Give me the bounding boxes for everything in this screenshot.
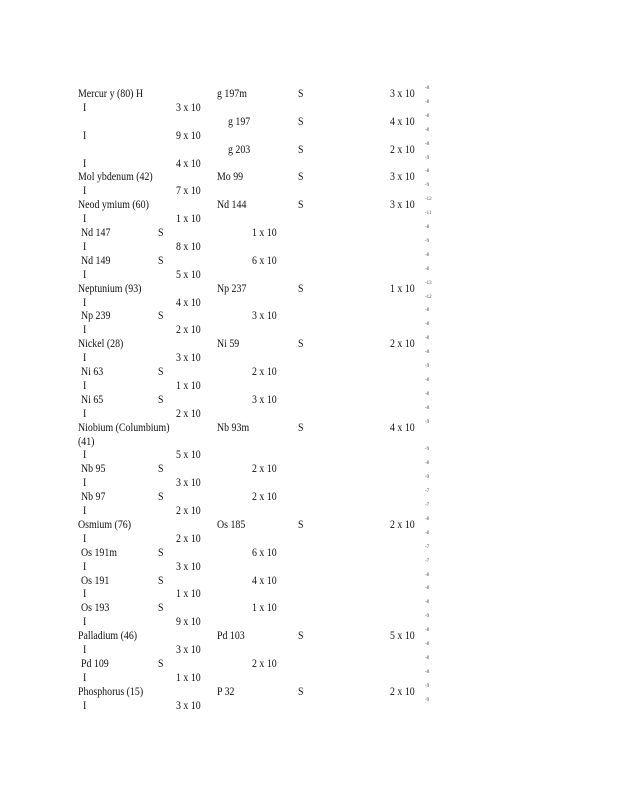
classification-symbol: S [158,310,164,323]
exponent-label: -9 [425,475,430,481]
exponent-label: -8 [425,530,430,536]
value-cell: 4 x 10 [252,574,277,587]
classification-symbol: S [158,463,164,476]
value-cell: 3 x 10 [176,560,201,573]
index-marker: I [83,407,87,420]
isotope-label: Os 191 [81,574,110,587]
index-marker: I [83,532,87,545]
value-cell: 9 x 10 [176,129,201,142]
isotope-label: Nd 149 [81,254,111,267]
index-marker: I [83,129,87,142]
value-cell: 3 x 10 [252,393,277,406]
exponent-label: -8 [425,586,430,592]
value-cell: 5 x 10 [176,268,201,281]
exponent-label: -12 [425,294,432,300]
isotope-label: Nb 97 [81,491,106,504]
exponent-label: -7 [425,503,430,508]
element-label: (41) [78,435,95,448]
isotope-label: P 32 [217,685,235,698]
isotope-label: Pd 103 [217,630,245,643]
exponent-label: -9 [425,447,430,453]
index-marker: I [83,560,87,573]
exponent-label: -8 [425,322,430,328]
index-marker: I [83,505,87,517]
value-cell: 4 x 10 [176,157,201,170]
classification-symbol: S [158,227,164,239]
classification-symbol: S [298,115,304,128]
value-cell: 2 x 10 [176,505,201,517]
exponent-label: -9 [425,683,430,689]
index-marker: I [83,185,87,198]
value-cell: 2 x 10 [252,366,277,378]
element-label: Osmium (76) [78,518,132,531]
exponent-label: -9 [425,419,430,425]
value-cell: 3 x 10 [390,88,415,100]
exponent-label: -8 [425,127,430,133]
index-marker: I [83,644,87,656]
exponent-label: -9 [425,183,430,189]
classification-symbol: S [298,338,304,351]
isotope-label: Nd 147 [81,227,111,239]
value-cell: 1 x 10 [176,588,201,601]
exponent-label: -8 [425,572,430,578]
exponent-label: -8 [425,252,430,258]
index-marker: I [83,240,87,253]
exponent-label: -8 [425,336,430,342]
value-cell: 7 x 10 [176,185,201,198]
isotope-label: g 203 [228,143,251,156]
element-label: Mercur y (80) H [78,88,144,100]
exponent-label: -8 [425,86,430,91]
isotope-label: Mo 99 [217,171,244,184]
index-marker: I [83,616,87,629]
isotope-label: g 197m [217,88,247,100]
classification-symbol: S [158,657,164,670]
exponent-label: -8 [425,405,430,411]
value-cell: 2 x 10 [176,324,201,337]
element-label: Phosphorus (15) [78,685,144,698]
value-cell: 2 x 10 [252,657,277,670]
value-cell: 2 x 10 [390,143,415,156]
classification-symbol: S [158,254,164,267]
value-cell: 2 x 10 [390,685,415,698]
element-label: Palladium (46) [78,630,138,643]
element-label: Neod ymium (60) [78,199,149,212]
index-marker: I [83,588,87,601]
classification-symbol: S [298,199,304,212]
value-cell: 3 x 10 [176,477,201,490]
index-marker: I [83,477,87,490]
value-cell: 1 x 10 [176,213,201,226]
isotope-label: Ni 63 [81,366,104,378]
exponent-label: -8 [425,308,430,314]
isotope-label: Os 191m [81,546,117,559]
value-cell: 3 x 10 [390,199,415,212]
index-marker: I [83,671,87,684]
exponent-label: -8 [425,642,430,647]
value-cell: 5 x 10 [390,630,415,643]
exponent-label: -8 [425,516,430,522]
value-cell: 6 x 10 [252,546,277,559]
value-cell: 9 x 10 [176,616,201,629]
classification-symbol: S [298,171,304,184]
index-marker: I [83,324,87,337]
exponent-label: -8 [425,113,430,119]
exponent-label: -8 [425,655,430,661]
value-cell: 4 x 10 [176,296,201,309]
value-cell: 3 x 10 [390,171,415,184]
value-cell: 1 x 10 [176,379,201,392]
index-marker: I [83,379,87,392]
exponent-label: -9 [425,155,430,161]
value-cell: 5 x 10 [176,449,201,462]
value-cell: 3 x 10 [176,101,201,114]
value-cell: 2 x 10 [252,463,277,476]
isotope-label: Os 193 [81,602,110,615]
exponent-label: -8 [425,600,430,606]
exponent-label: -8 [425,141,430,147]
exponent-label: -11 [425,211,432,217]
element-label: Mol ybdenum (42) [78,171,153,184]
exponent-label: -9 [425,614,430,620]
value-cell: 2 x 10 [390,338,415,351]
value-cell: 2 x 10 [176,532,201,545]
value-cell: 3 x 10 [176,644,201,656]
classification-symbol: S [158,491,164,504]
value-cell: 1 x 10 [252,602,277,615]
exponent-label: -8 [425,350,430,356]
exponent-label: -7 [425,558,430,564]
classification-symbol: S [298,518,304,531]
value-cell: 8 x 10 [176,240,201,253]
exponent-label: -8 [425,377,430,383]
index-marker: I [83,101,87,114]
isotope-label: Nd 144 [217,199,247,212]
isotope-label: Ni 59 [217,338,240,351]
exponent-label: -12 [425,197,432,203]
value-cell: 3 x 10 [176,352,201,365]
classification-symbol: S [158,366,164,378]
value-cell: 1 x 10 [176,671,201,684]
value-cell: 3 x 10 [176,699,201,712]
classification-symbol: S [298,685,304,698]
classification-symbol: S [298,143,304,156]
index-marker: I [83,268,87,281]
isotope-label: g 197 [228,115,251,128]
value-cell: 2 x 10 [252,491,277,504]
exponent-label: -9 [425,697,430,703]
isotope-label: Pd 109 [81,657,109,670]
value-cell: 2 x 10 [390,518,415,531]
exponent-label: -8 [425,169,430,175]
exponent-label: -8 [425,266,430,272]
classification-symbol: S [298,630,304,643]
value-cell: 1 x 10 [252,227,277,239]
classification-symbol: S [298,88,304,100]
classification-symbol: S [158,546,164,559]
exponent-label: -9 [425,238,430,244]
element-label: Neptunium (93) [78,282,142,295]
exponent-label: -7 [425,544,430,550]
classification-symbol: S [158,574,164,587]
index-marker: I [83,157,87,170]
value-cell: 4 x 10 [390,115,415,128]
index-marker: I [83,352,87,365]
exponent-label: -8 [425,391,430,397]
element-label: Nickel (28) [78,338,124,351]
value-cell: 2 x 10 [176,407,201,420]
classification-symbol: S [298,282,304,295]
isotope-label: Np 239 [81,310,111,323]
index-marker: I [83,296,87,309]
value-cell: 4 x 10 [390,421,415,434]
exponent-label: -8 [425,669,430,675]
exponent-label: -8 [425,225,430,230]
isotope-label: Nb 93m [217,421,250,434]
isotope-label: Np 237 [217,282,247,295]
exponent-label: -8 [425,628,430,634]
isotope-label: Os 185 [217,518,246,531]
exponent-label: -7 [425,489,430,495]
index-marker: I [83,699,87,712]
exponent-label: -8 [425,99,430,105]
exponent-label: -8 [425,461,430,467]
classification-symbol: S [158,602,164,615]
classification-symbol: S [298,421,304,434]
isotope-label: Nb 95 [81,463,106,476]
element-label: Niobium (Columbium) [78,421,170,434]
value-cell: 3 x 10 [252,310,277,323]
exponent-label: -9 [425,364,430,369]
isotope-label: Ni 65 [81,393,104,406]
value-cell: 1 x 10 [390,282,415,295]
index-marker: I [83,449,87,462]
exponent-label: -13 [425,280,432,286]
value-cell: 6 x 10 [252,254,277,267]
classification-symbol: S [158,393,164,406]
index-marker: I [83,213,87,226]
